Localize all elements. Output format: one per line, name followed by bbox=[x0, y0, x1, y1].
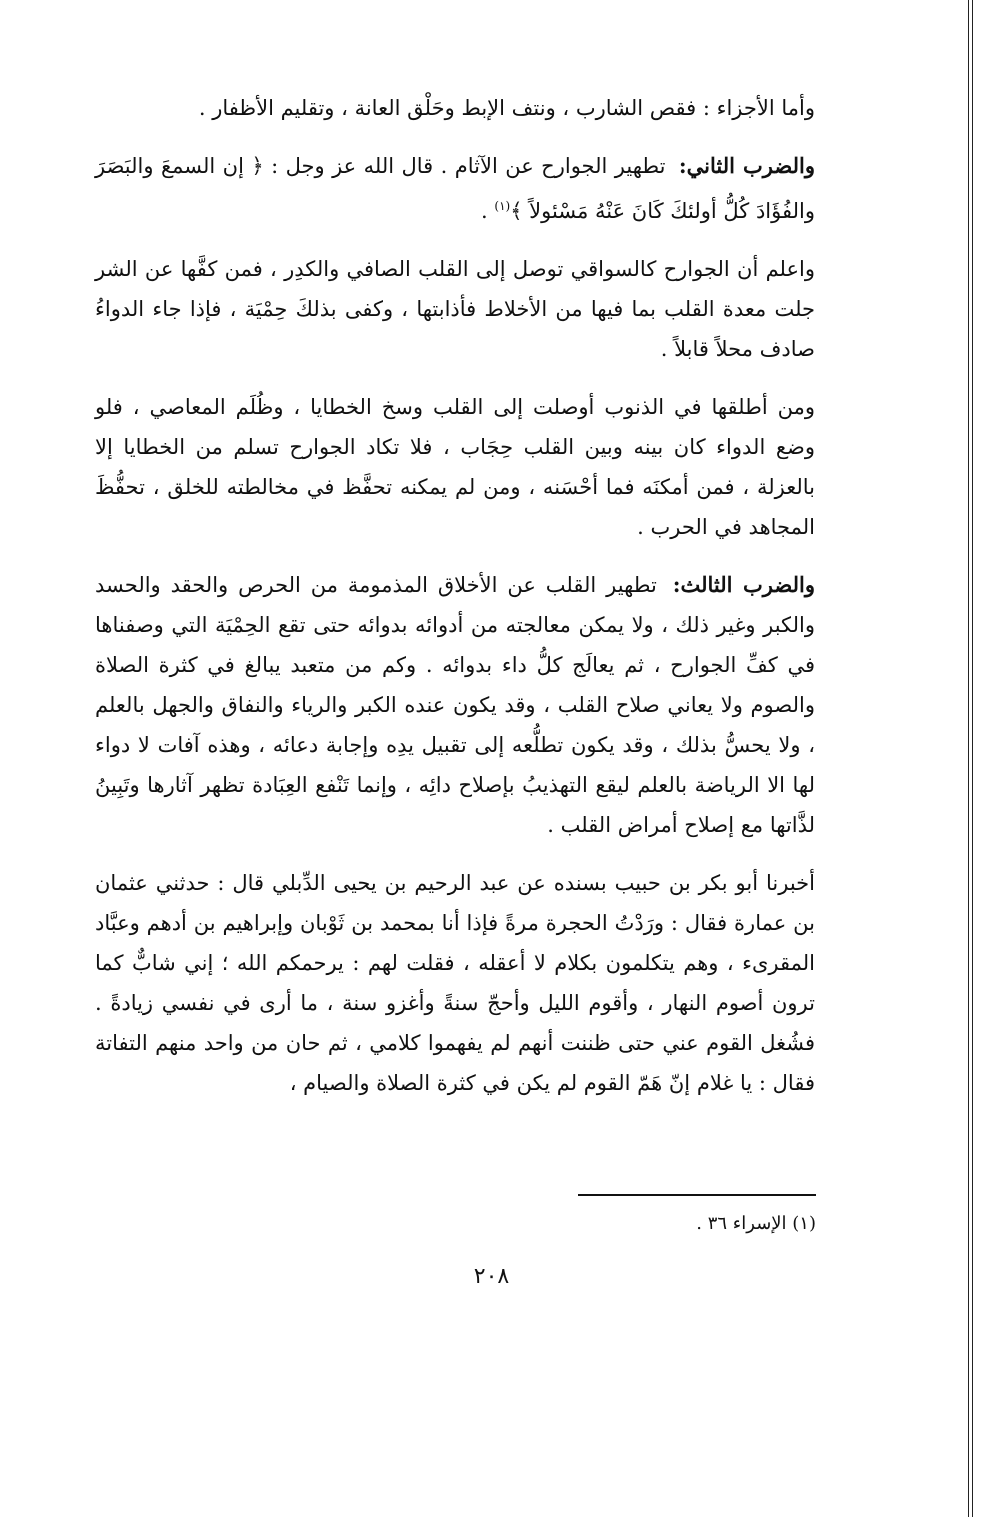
paragraph-tail: . bbox=[481, 199, 495, 223]
paragraph-text: أخبرنا أبو بكر بن حبيب بسنده عن عبد الرحيم بن يحيى الدِّبلي قال : حدثني عثمان بن عمارة فقال : ورَدْتُ الحجرة مرةً فإذا أنا بمحمد بن ثَوْبان وإبراهيم بن أدهم وعبَّاد المقرىء ، وهم يتكلمون بكلام لا أعقله ، فقلت لهم : يرحمكم الله ؛ إني شابٌّ كما ترون أصوم النهار ، وأقوم الليل وأحجّ سنةً وأغزو سنة ، ما أرى في نفسي زيادةً . فشُغل القوم عني حتى ظننت أنهم لم يفهموا كلامي ، ثم حان من واحد منهم التفاتة فقال : يا غلام إنّ هَمّ القوم لم يكن في كثرة الصلاة والصيام ، bbox=[95, 871, 815, 1095]
paragraph-text: وأما الأجزاء : فقص الشارب ، ونتف الإبط وحَلْق العانة ، وتقليم الأظفار . bbox=[198, 96, 815, 120]
paragraph-second-kind bbox=[95, 146, 815, 231]
page-number: ٢٠٨ bbox=[473, 1264, 510, 1289]
paragraph-text: واعلم أن الجوارح كالسواقي توصل إلى القلب الصافي والكدِر ، فمن كفَّها عن الشر جلت معدة القلب بما فيها من الأخلاط فأذابتها ، وكفى بذلكَ حِمْيَة ، فإذا جاء الدواءُ صادف محلاً قابلاً . bbox=[95, 257, 815, 361]
footnote-divider bbox=[578, 1194, 816, 1196]
section-heading-second-kind: والضرب الثاني: bbox=[678, 153, 815, 178]
paragraph-limbs-streams bbox=[95, 249, 815, 369]
section-heading-third-kind: والضرب الثالث: bbox=[672, 572, 815, 597]
paragraph-parts bbox=[95, 88, 815, 128]
footnote-reference: (١) bbox=[494, 199, 511, 213]
paragraph-third-kind bbox=[95, 565, 815, 845]
paragraph-text: تطهير الجوارح عن الآثام . قال الله عز وجل : ﴿ إن السمعَ والبَصَرَ والفُؤَادَ كُلُّ أولئكَ كَانَ عَنْهُ مَسْئولاً ﴾ bbox=[95, 154, 815, 223]
paragraph-text: تطهير القلب عن الأخلاق المذمومة من الحرص والحقد والحسد والكبر وغير ذلك ، ولا يمكن معالجته من أدوائه بدوائه حتى تقع الحِمْيَة التي وصفناها في كفِّ الجوارح ، ثم يعالَج كلُّ داء بدوائه . وكم من متعبد يبالغ في كثرة الصلاة والصوم ولا يعاني صلاح القلب ، وقد يكون عنده الكبر والرياء والنفاق والجهل بالعلم ، ولا يحسُّ بذلك ، وقد يكون تطلُّعه إلى تقبيل يدِه وإجابة دعائه ، وهذه آفات لا دواء لها الا الرياضة بالعلم ليقع التهذيبُ بإصلاح دائِه ، وإنما تَنْفع العِبَادة تظهر آثارها وتَبِينُ لذَّاتها مع إصلاح أمراض القلب . bbox=[95, 573, 815, 837]
paragraph-text: ومن أطلقها في الذنوب أوصلت إلى القلب وسخ الخطايا ، وظُلَم المعاصي ، فلو وضع الدواء كان بينه وبين القلب حِجَاب ، فلا تكاد الجوارح تسلم من الخطايا إلا بالعزلة ، فمن أمكنَه فما أحْسَنه ، ومن لم يمكنه تحفَّظ في مخالطته للخلق ، تحفُّظَ المجاهد في الحرب . bbox=[95, 395, 815, 539]
paragraph-sins bbox=[95, 387, 815, 547]
footnote: (١) الإسراء ٣٦ . bbox=[696, 1213, 816, 1234]
page-body bbox=[95, 88, 815, 1121]
paragraph-narration bbox=[95, 863, 815, 1103]
